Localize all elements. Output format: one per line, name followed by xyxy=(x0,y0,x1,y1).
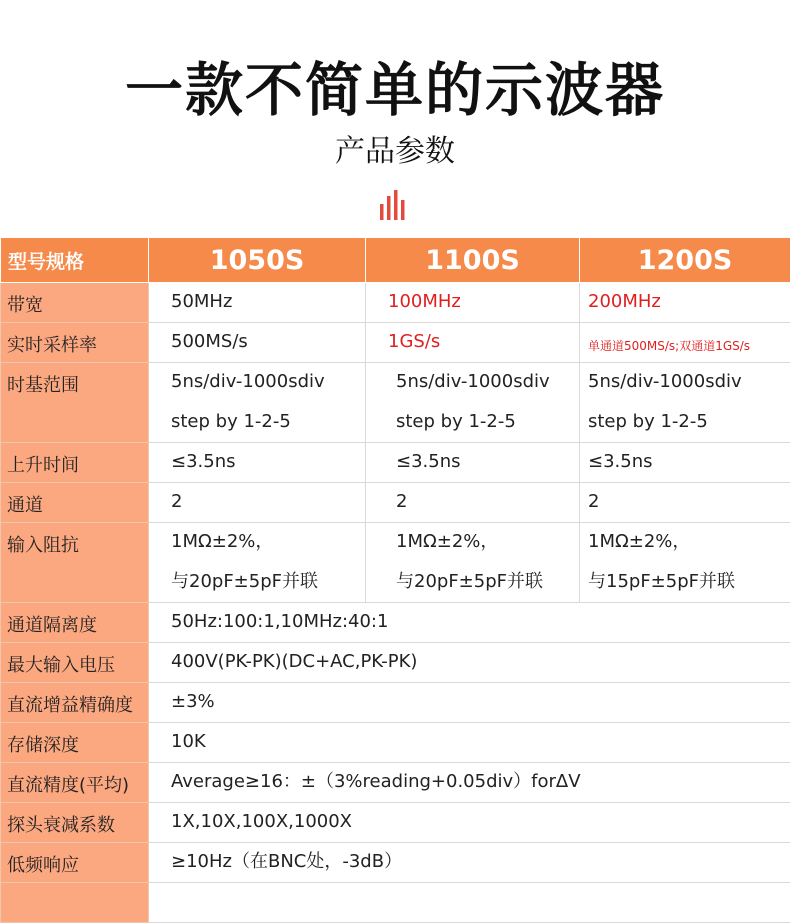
cell-value xyxy=(149,883,790,923)
header-cell-1100s: 1100S xyxy=(366,238,580,283)
cell-value xyxy=(366,363,580,443)
cell-line: 5ns/div-1000sdiv xyxy=(396,371,550,392)
cell-value: ≥10Hz（在BNC处，-3dB） xyxy=(149,843,790,883)
cell-value: ≤3.5ns xyxy=(149,443,366,483)
table-row xyxy=(1,683,790,723)
header-cell-1200s: 1200S xyxy=(580,238,790,283)
table-row xyxy=(1,443,790,483)
row-label: 低频响应 xyxy=(1,843,149,883)
cell-line: 与15pF±5pF并联 xyxy=(588,571,790,593)
table-header-row xyxy=(1,238,790,283)
cell-line: 1MΩ±2%， xyxy=(396,531,498,552)
table-row xyxy=(1,883,790,923)
cell-value: 2 xyxy=(149,483,366,523)
table-row xyxy=(1,603,790,643)
header-cell-spec: 型号规格 xyxy=(1,238,149,283)
row-label: 探头衰减系数 xyxy=(1,803,149,843)
table-row xyxy=(1,803,790,843)
row-label: 上升时间 xyxy=(1,443,149,483)
cell-value xyxy=(366,523,580,603)
page-subtitle: 产品参数 xyxy=(0,130,790,174)
cell-value: 单通道500MS/s;双通道1GS/s xyxy=(580,323,790,363)
cell-line: step by 1-2-5 xyxy=(396,411,579,433)
cell-value: 2 xyxy=(580,483,790,523)
row-label: 时基范围 xyxy=(1,363,149,443)
bar-chart-icon xyxy=(379,190,411,222)
row-label: 直流增益精确度 xyxy=(1,683,149,723)
row-label: 通道隔离度 xyxy=(1,603,149,643)
cell-value xyxy=(149,363,366,443)
cell-value: 100MHz xyxy=(366,283,580,323)
cell-value xyxy=(580,523,790,603)
cell-value: 400V(PK-PK)(DC+AC,PK-PK) xyxy=(149,643,790,683)
cell-value xyxy=(149,523,366,603)
cell-value: 2 xyxy=(366,483,580,523)
cell-line: 5ns/div-1000sdiv xyxy=(588,371,742,392)
row-label: 实时采样率 xyxy=(1,323,149,363)
header-cell-1050s: 1050S xyxy=(149,238,366,283)
table-row xyxy=(1,363,790,443)
row-label: 输入阻抗 xyxy=(1,523,149,603)
row-label: 通道 xyxy=(1,483,149,523)
cell-line: step by 1-2-5 xyxy=(171,411,365,433)
cell-value: ≤3.5ns xyxy=(580,443,790,483)
table-row xyxy=(1,523,790,603)
row-label: 带宽 xyxy=(1,283,149,323)
row-label: 存储深度 xyxy=(1,723,149,763)
cell-value xyxy=(580,363,790,443)
row-label: 直流精度(平均) xyxy=(1,763,149,803)
cell-value: 500MS/s xyxy=(149,323,366,363)
page-title: 一款不简单的示波器 xyxy=(0,52,790,128)
table-row xyxy=(1,843,790,883)
cell-value: 50MHz xyxy=(149,283,366,323)
table-row xyxy=(1,323,790,363)
row-label: 最大输入电压 xyxy=(1,643,149,683)
cell-line: 与20pF±5pF并联 xyxy=(171,571,365,593)
cell-value: ≤3.5ns xyxy=(366,443,580,483)
cell-value: 1X,10X,100X,1000X xyxy=(149,803,790,843)
table-row xyxy=(1,643,790,683)
cell-value: Average≥16：±（3%reading+0.05div）forΔV xyxy=(149,763,790,803)
spec-table xyxy=(0,237,790,923)
row-label xyxy=(1,883,149,923)
table-row xyxy=(1,723,790,763)
cell-value: 50Hz:100:1,10MHz:40:1 xyxy=(149,603,790,643)
cell-value: 10K xyxy=(149,723,790,763)
cell-line: 与20pF±5pF并联 xyxy=(396,571,579,593)
cell-line: 1MΩ±2%， xyxy=(588,531,690,552)
cell-line: step by 1-2-5 xyxy=(588,411,790,433)
cell-value: 1GS/s xyxy=(366,323,580,363)
table-row xyxy=(1,763,790,803)
cell-value: 200MHz xyxy=(580,283,790,323)
cell-line: 1MΩ±2%， xyxy=(171,531,273,552)
cell-value: ±3% xyxy=(149,683,790,723)
table-row xyxy=(1,283,790,323)
table-row xyxy=(1,483,790,523)
cell-line: 5ns/div-1000sdiv xyxy=(171,371,325,392)
